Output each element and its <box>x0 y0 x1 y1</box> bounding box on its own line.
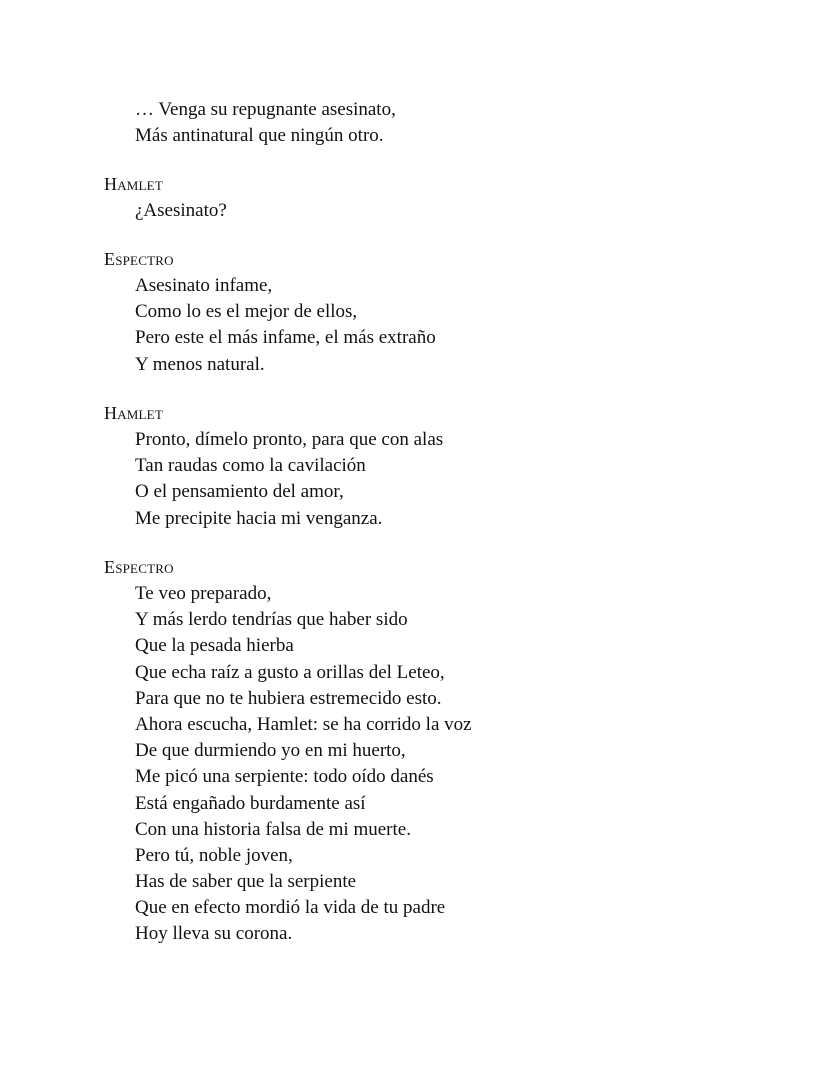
verse-line: Y más lerdo tendrías que haber sido <box>135 609 408 631</box>
verse-line: Que en efecto mordió la vida de tu padre <box>135 897 446 919</box>
verse-line: De que durmiendo yo en mi huerto, <box>135 740 406 762</box>
speaker-name: Hamlet <box>104 174 163 194</box>
verse-line: Para que no te hubiera estremecido esto. <box>135 687 442 709</box>
verse-line: ¿Asesinato? <box>135 200 227 221</box>
verse-line: Hoy lleva su corona. <box>135 923 293 945</box>
verse-line: O el pensamiento del amor, <box>135 481 344 503</box>
verse-line: Que echa raíz a gusto a orillas del Leteo, <box>135 661 445 683</box>
verse-line: Pronto, dímelo pronto, para que con alas <box>135 429 444 450</box>
verse-line: Me precipite hacia mi venganza. <box>135 507 383 529</box>
verse-line: Está engañado burdamente así <box>135 792 366 814</box>
verse-line: Y menos natural. <box>135 353 265 375</box>
verse-line: Como lo es el mejor de ellos, <box>135 301 358 323</box>
verse-line: Has de saber que la serpiente <box>135 871 357 893</box>
verse-line: Que la pesada hierba <box>135 635 294 657</box>
verse-line: Ahora escucha, Hamlet: se ha corrido la voz <box>135 713 472 735</box>
verse-line: Con una historia falsa de mi muerte. <box>135 818 411 840</box>
verse-line: Asesinato infame, <box>135 275 273 296</box>
verse-line: Te veo preparado, <box>135 583 272 604</box>
verse-line: Me picó una serpiente: todo oído danés <box>135 766 434 788</box>
verse-block-continuation <box>104 97 724 149</box>
speaker-name: Espectro <box>104 557 174 577</box>
speech-block-espectro <box>104 248 724 378</box>
verse-line: Más antinatural que ningún otro. <box>135 125 384 147</box>
verse-line: … Venga su repugnante asesinato, <box>135 99 396 120</box>
speaker-name: Hamlet <box>104 403 163 423</box>
verse-line: Pero tú, noble joven, <box>135 844 293 866</box>
speech-block-hamlet <box>104 402 724 532</box>
verse-line: Pero este el más infame, el más extraño <box>135 327 436 349</box>
speech-block-hamlet <box>104 173 724 224</box>
speech-block-espectro <box>104 556 724 948</box>
speaker-name: Espectro <box>104 249 174 269</box>
verse-line: Tan raudas como la cavilación <box>135 455 366 477</box>
